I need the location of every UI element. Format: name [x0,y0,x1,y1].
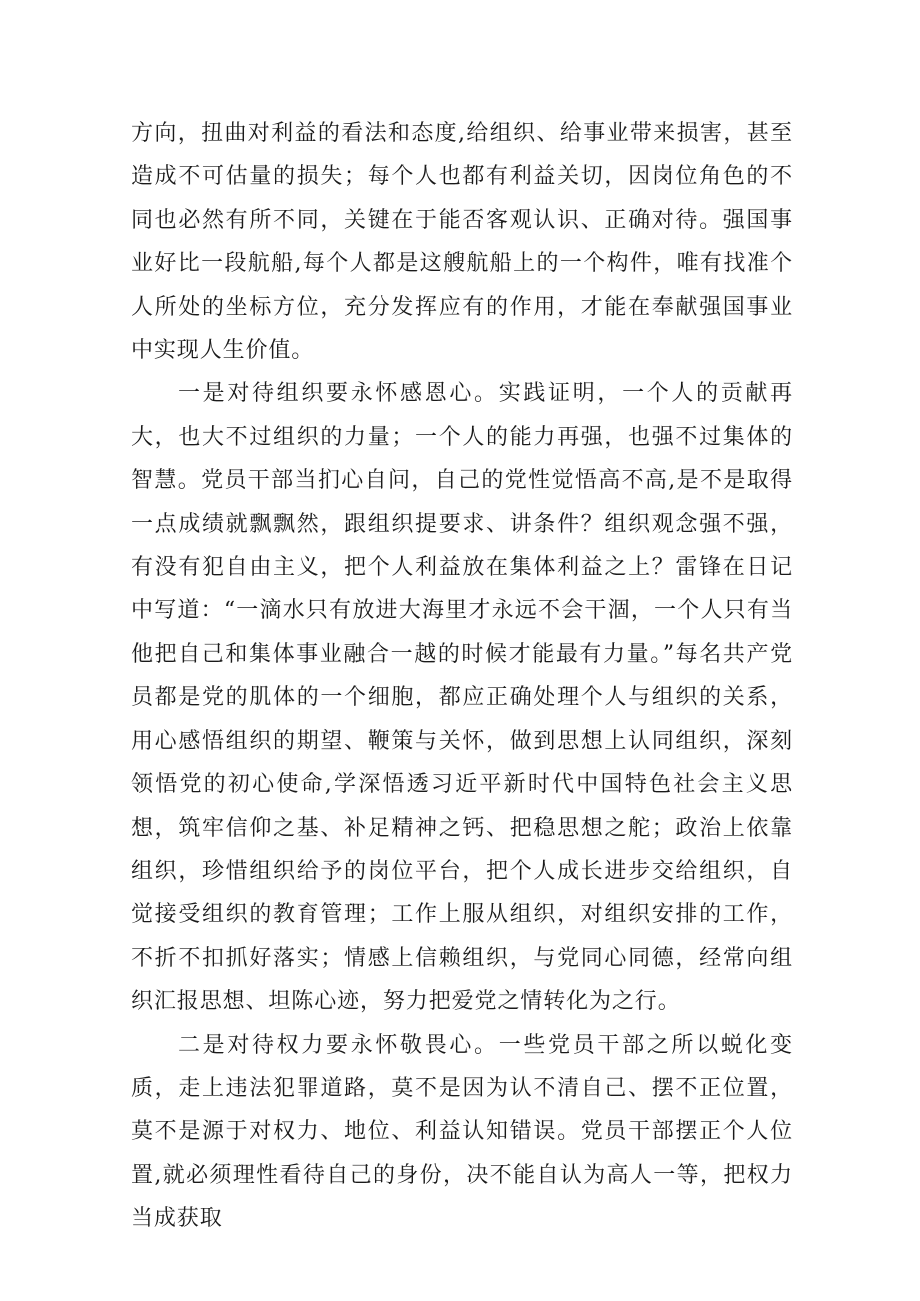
paragraph-2: 一是对待组织要永怀感恩心。实践证明，一个人的贡献再大，也大不过组织的力量；一个人的能力再强，也强不过集体的智慧。党员干部当扪心自问，自己的党性觉悟高不高,是不是取得一点成绩就飘飘然，跟组织提要求、讲条件？组织观念强不强，有没有犯自由主义，把个人利益放在集体利益之上？雷锋在日记中写道：“一滴水只有放进大海里才永远不会干涸，一个人只有当他把自己和集体事业融合一越的时候才能最有力量。”每名共产党员都是党的肌体的一个细胞，都应正确处理个人与组织的关系，用心感悟组织的期望、鞭策与关怀，做到思想上认同组织，深刻领悟党的初心使命,学深悟透习近平新时代中国特色社会主义思想，筑牢信仰之基、补足精神之钙、把稳思想之舵；政治上依靠组织，珍惜组织给予的岗位平台，把个人成长进步交给组织，自觉接受组织的教育管理；工作上服从组织，对组织安排的工作，不折不扣抓好落实；情感上信赖组织，与党同心同德，经常向组织汇报思想、坦陈心迹，努力把爱党之情转化为之行。 [131,381,793,1015]
document-body [131,112,793,1241]
paragraph-1: 方向，扭曲对利益的看法和态度,给组织、给事业带来损害，甚至造成不可估量的损失；每个人也都有利益关切，因岗位角色的不同也必然有所不同，关键在于能否客观认识、正确对待。强国事业好比一段航船,每个人都是这艘航船上的一个构件，唯有找准个人所处的坐标方位，充分发挥应有的作用，才能在奉献强国事业中实现人生价值。 [131,121,793,364]
paragraph-3: 二是对待权力要永怀敬畏心。一些党员干部之所以蜕化变质，走上违法犯罪道路，莫不是因为认不清自己、摆不正位置，莫不是源于对权力、地位、利益认知错误。党员干部摆正个人位置,就必须理性看待自己的身份，决不能自认为高人一等，把权力当成获取 [131,1032,793,1232]
